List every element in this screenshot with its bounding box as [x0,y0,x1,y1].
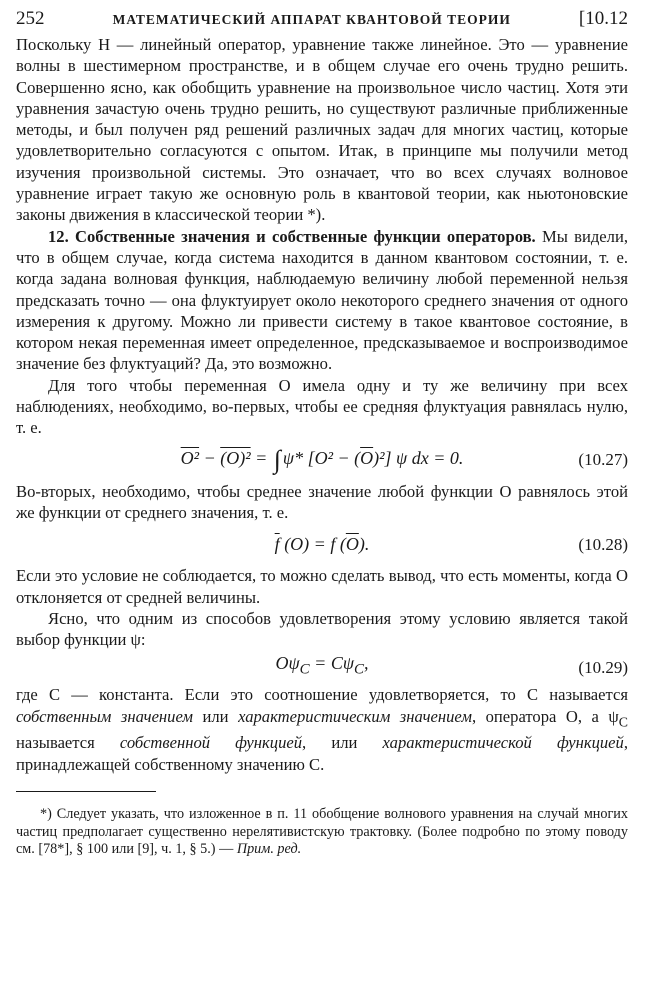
paragraph-5: Если это условие не соблюдается, то можно сделать вывод, что есть моменты, когда O отклоняется от средней величины. [16,566,628,607]
term-eigenfunction: собственной функцией [119,733,303,753]
paragraph-3: Для того чтобы переменная O имела одну и ту же величину при всех наблюдениях, необходимо, во-первых, чтобы ее средняя флуктуация равнялась нулю, т. е. [16,375,628,438]
equation-10-28 [16,523,628,565]
paragraph-2-text: Мы видели, что в общем случае, когда система находится в данном квантовом состоянии, т. е. когда задана волновая функция, наблюдаемую величину любой переменной нельзя предсказать точно — она флуктуирует около некоторого среднего значения от одного измерения к другому. Можно ли привести систему в такое квантовое состояние, в котором некая переменная имеет определенное, предсказываемое и воспроизводимое значение без флуктуаций? Да, это возможно. [16,226,628,374]
equation-10-28-expression: $\overline{f}$ (O) = f $(\overline{O})$. [274,533,370,554]
paragraph-6: Ясно, что одним из способов удовлетворения этому условию является такой выбор функции ψ: [16,608,628,650]
footnote-text: *) Следует указать, что изложенное в п. 11 обобщение волнового уравнения на случай многих частиц предполагает существенно нерелятивистскую трактовку. (Более подробно по этому поводу см. [78*], § 100 или [9], ч. 1, § 5.) — [16,806,628,858]
footnote [16,806,628,859]
paragraph-7 [16,684,628,775]
equation-10-29 [16,650,628,684]
paragraph-7-text-c: , оператора O, а ψ [471,706,619,726]
paragraph-2 [16,226,628,375]
paragraph-7-text-f: , принадлежащей собственному значению C. [16,733,628,774]
term-characteristic-value: характеристическим значением [238,706,472,726]
page-number: 252 [16,8,45,29]
section-reference: [10.12 [578,8,628,29]
footnote-editor-note: Прим. ред. [236,841,302,858]
term-eigenvalue: собственным значением [16,706,194,726]
paragraph-7-text-a: где C — константа. Если это соотношение удовлетворяется, то C называется [16,685,628,705]
equation-10-27 [16,439,628,481]
paragraph-7-subscript: C [618,714,628,730]
equation-10-27-expression: O² − (O)² = ∫ ψ* $[O^2 - (\overline{O})^2]$ ψ dx = 0. [180,445,464,475]
footnote-divider [16,791,156,792]
running-head: МАТЕМАТИЧЕСКИЙ АППАРАТ КВАНТОВОЙ ТЕОРИИ [112,12,511,27]
paragraph-7-text-b: или [193,706,239,726]
paragraph-4: Во-вторых, необходимо, чтобы среднее значение любой функции O равнялось этой же функции от среднего значения, т. е. [16,481,628,522]
term-characteristic-function: характеристической функцией [382,733,624,753]
equation-10-28-label: (10.28) [578,534,628,554]
equation-10-29-expression: $O\psi_C = C\psi_C$, [275,653,369,679]
equation-10-27-label: (10.27) [578,449,628,469]
paragraph-1: Поскольку H — линейный оператор, уравнение также линейное. Это — уравнение волны в шестимерном пространстве, и в общем случае его очень трудно решить. Совершенно ясно, как обобщить уравнение на произвольное число частиц. Хотя эти уравнения зачастую очень трудно решить, но существуют различные приближенные методы, и был получен ряд решений различных задач для многих частиц, которые удовлетворительно согласуются с опытом. Итак, в принципе мы получили метод изучения произвольной системы. Это означает, что во всех случаях волновое уравнение играет такую же основную роль в квантовой теории, как ньютоновские законы движения в классической теории *). [16,35,628,225]
page-header [16,0,628,34]
equation-10-29-label: (10.29) [578,657,628,677]
main-text [16,34,628,775]
section-title: 12. Собственные значения и собственные функции операторов. [48,226,536,246]
paragraph-7-text-e: , или [302,733,383,753]
paragraph-7-text-d: называется [16,733,120,753]
